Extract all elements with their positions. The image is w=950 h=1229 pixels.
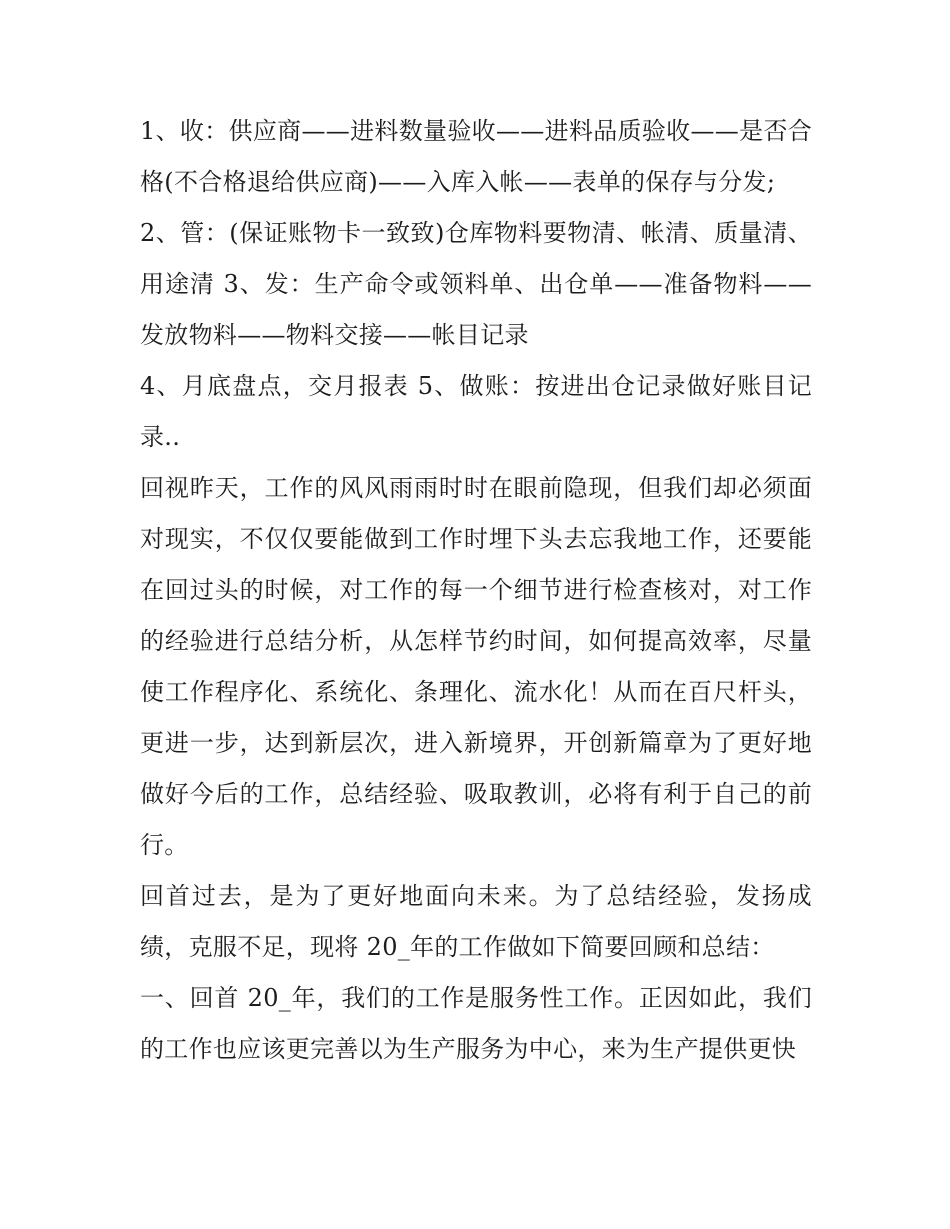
paragraph-section-one: 一、回首 20_年，我们的工作是服务性工作。正因如此，我们的工作也应该更完善以为生产服务为中心，来为生产提供更快 [140, 984, 812, 1063]
paragraph-inventory-accounting: 4、月底盘点，交月报表 5、做账：按进出仓记录做好账目记录.. [140, 372, 812, 451]
paragraph-warehouse-management: 2、管：(保证账物卡一致致)仓库物料要物清、帐清、质量清、用途清 3、发：生产命令或领料单、出仓单——准备物料——发放物料——物料交接——帐目记录 [140, 219, 812, 349]
paragraph-review-intro: 回首过去，是为了更好地面向未来。为了总结经验，发扬成绩，克服不足，现将 20_年的工作做如下简要回顾和总结： [140, 882, 812, 961]
paragraph-reflection: 回视昨天，工作的风风雨雨时时在眼前隐现，但我们却必须面对现实，不仅仅要能做到工作时埋下头去忘我地工作，还要能在回过头的时候，对工作的每一个细节进行检查核对，对工作的经验进行总结分析，从怎样节约时间，如何提高效率，尽量使工作程序化、系统化、条理化、流水化！从而在百尺杆头，更进一步，达到新层次，进入新境界，开创新篇章为了更好地做好今后的工作，总结经验、吸取教训，必将有利于自己的前行。 [140, 474, 812, 859]
paragraph-warehouse-receiving: 1、收：供应商——进料数量验收——进料品质验收——是否合格(不合格退给供应商)——入库入帐——表单的保存与分发; [140, 117, 812, 196]
document-body [140, 106, 812, 1075]
